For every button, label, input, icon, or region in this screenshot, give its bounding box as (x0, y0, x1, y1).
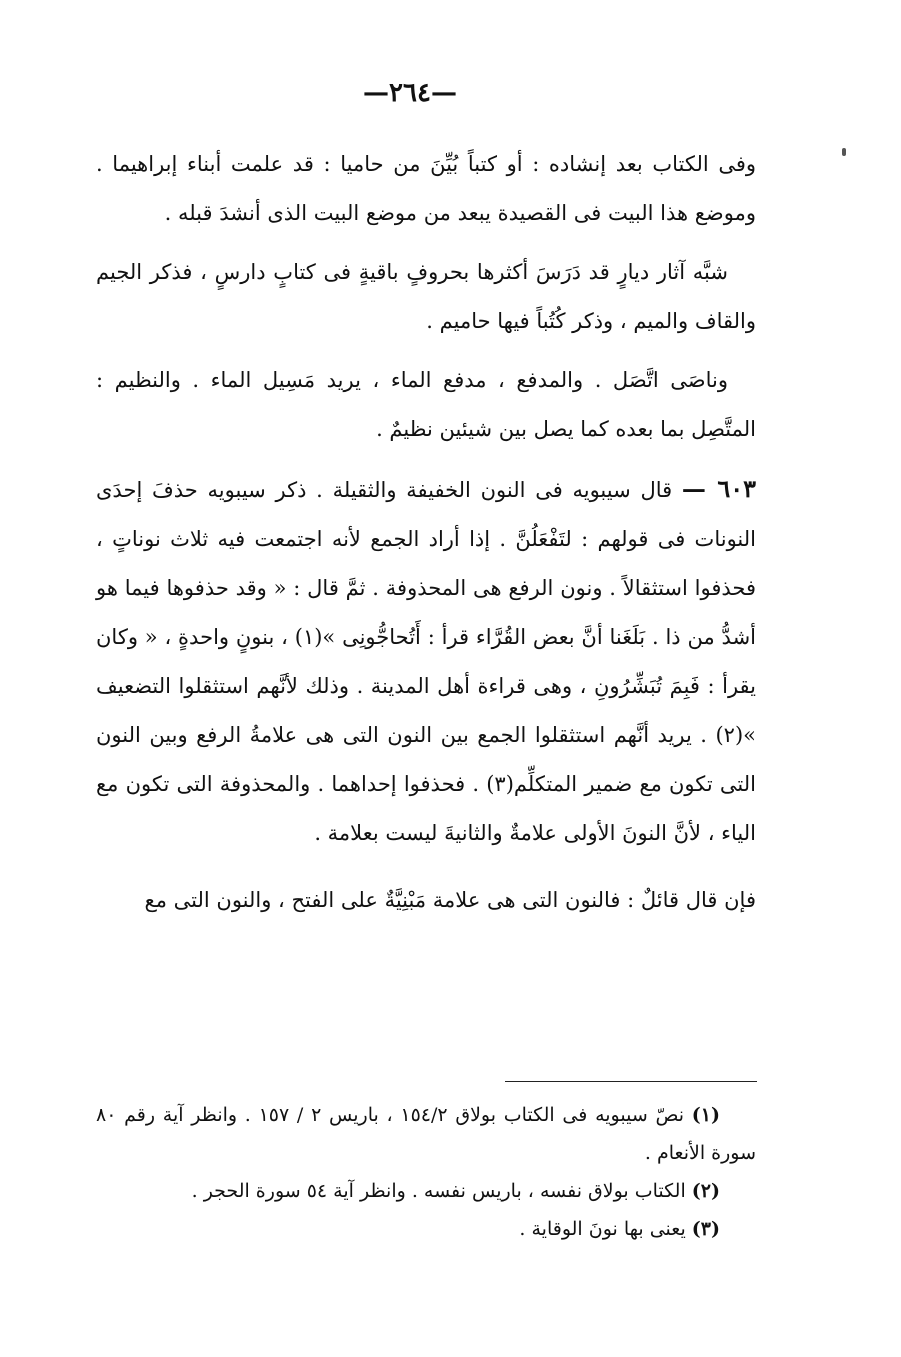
footnote-marker: (٢) (691, 1180, 720, 1202)
footnote-text: يعنى بها نونَ الوقاية . (519, 1218, 686, 1240)
footnote-text: نصّ سيبويه فى الكتاب بولاق ١٥٤/٢ ، باريس ٢ / ١٥٧ . وانظر آية رقم ٨٠ سورة الأنعام . (96, 1104, 756, 1164)
page-number: —٢٦٤— (363, 78, 457, 108)
section-number: ٦٠٣ — (681, 474, 756, 503)
footnote-marker: (٣) (691, 1218, 720, 1240)
footnote (96, 1172, 756, 1210)
section-603 (96, 464, 756, 858)
footnote-divider (505, 1081, 757, 1082)
footnote-marker: (١) (691, 1104, 720, 1126)
footnote (96, 1210, 756, 1248)
main-text (96, 140, 756, 925)
footnote-text: الكتاب بولاق نفسه ، باريس نفسه . وانظر آية ٥٤ سورة الحجر . (191, 1180, 686, 1202)
paragraph-verse-explanation: شبَّه آثار ديارٍ قد دَرَسَ أكثرها بحروفٍ باقيةٍ فى كتابٍ دارسٍ ، فذكر الجيم والقاف والميم ، وذكر كُتُباً فيها حاميم . (96, 260, 756, 333)
margin-mark (842, 148, 846, 156)
paragraph-kitab-note: وفى الكتاب بعد إنشاده : أو كتباً بُيِّنَ من حاميا : قد علمت أبناء إبراهيما . وموضع هذا البيت فى القصيدة يبعد من موضع البيت الذى أنشدَ قبله . (96, 152, 756, 225)
paragraph-vocabulary: وناصَى اتَّصَل . والمدفع ، مدفع الماء ، يريد مَسِيل الماء . والنظيم : المتَّصِل بما بعده كما يصل بين شيئين نظيمٌ . (96, 368, 756, 441)
footnote (96, 1096, 756, 1172)
paragraph-continuation: فإن قال قائلٌ : فالنون التى هى علامة مَبْنِيَّةٌ على الفتح ، والنون التى مع (144, 888, 756, 912)
section-text: قال سيبويه فى النون الخفيفة والثقيلة . ذكر سيبويه حذفَ إحدَى النونات فى قولهم : لتَفْعَلُنَّ . إذا أراد الجمع لأنه اجتمعت فيه ثلاث نوناتٍ ، فحذفوا استثقالاً . ونون الرفع هى المحذوفة . ثمَّ قال : « وقد حذفوها فيما هو أشدُّ من ذا . بَلَغَنا أنَّ بعض القُرَّاء قرأ : أَتُحاجُّونِى »(١) ، بنونٍ واحدةٍ ، « وكان يقرأ : فَبِمَ تُبَشِّرُونِ ، وهى قراءة أهل المدينة . وذلك لأنَّهم استثقلوا التضعيف »(٢) . يريد أنَّهم استثقلوا الجمع بين النون التى هى علامةُ الرفع وبين النون التى تكون مع ضمير المتكلِّم(٣) . فحذفوا إحداهما . والمحذوفة التى تكون مع الياء ، لأنَّ النونَ الأولى علامةٌ والثانيةَ ليست بعلامة . (96, 478, 756, 845)
footnotes (96, 1096, 756, 1248)
